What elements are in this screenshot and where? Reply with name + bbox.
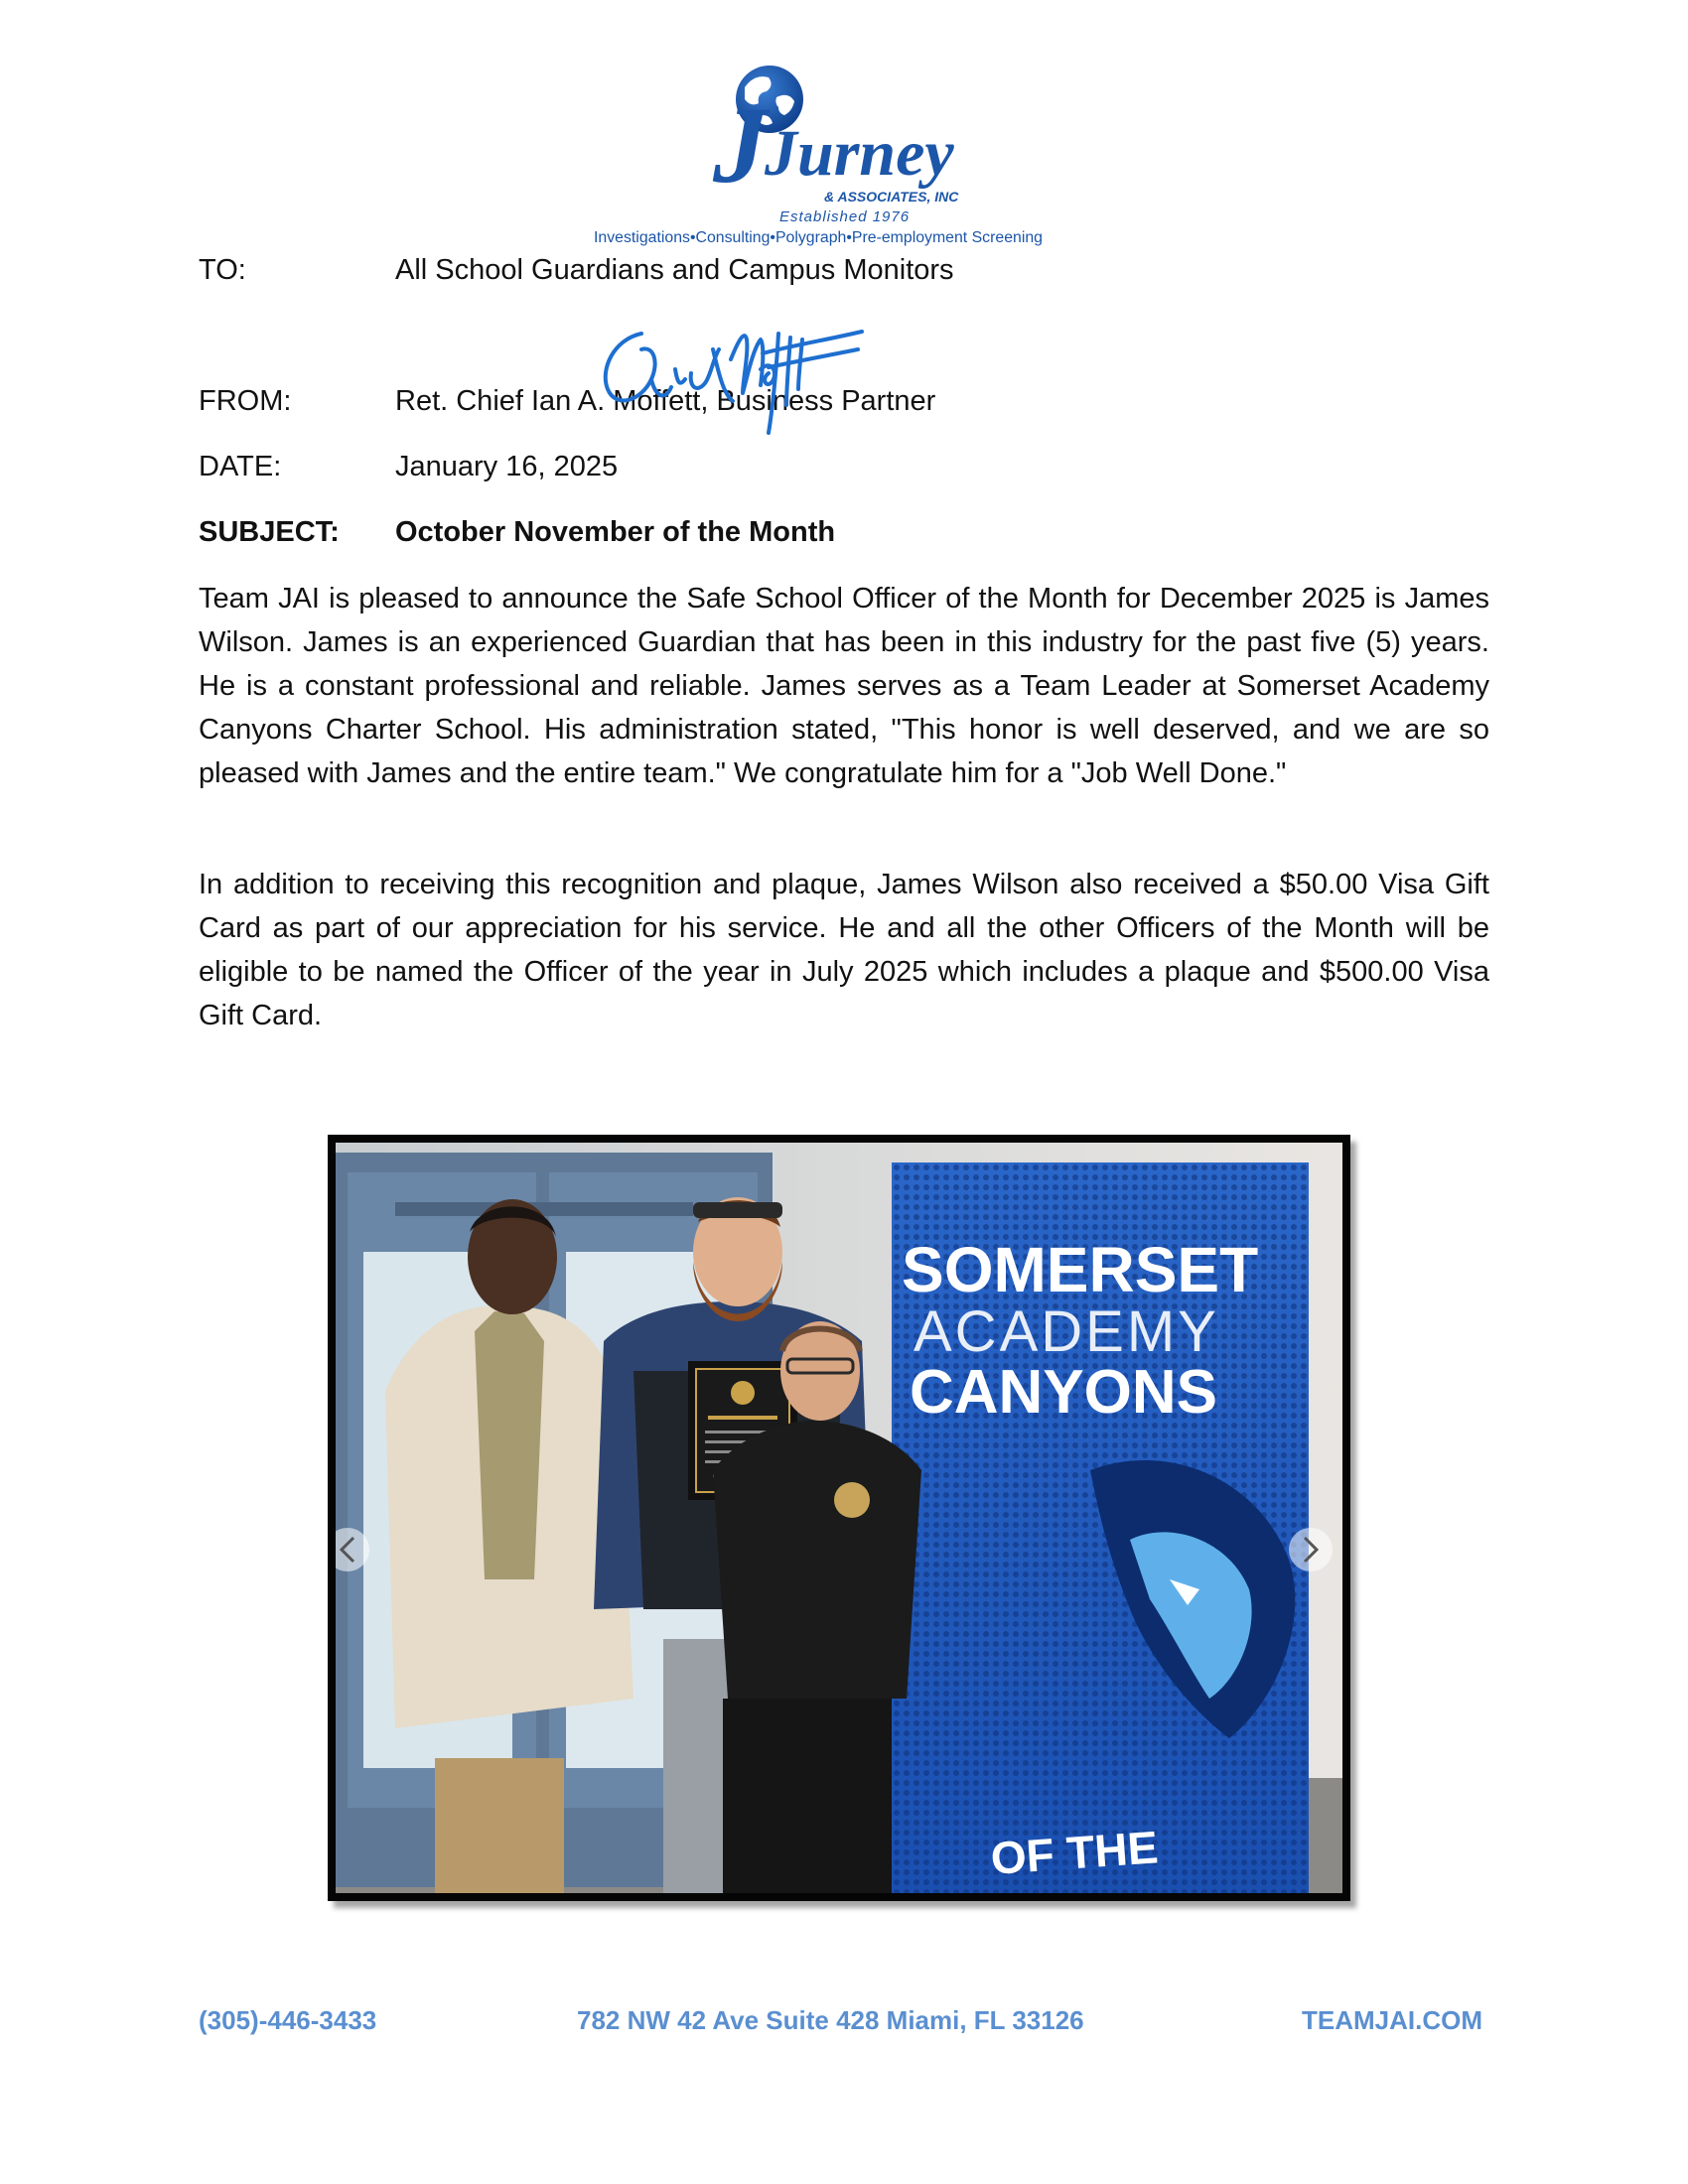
to-label: TO:: [199, 254, 246, 286]
banner-line-2: ACADEMY: [914, 1299, 1219, 1364]
logo-established-text: Established 1976: [779, 208, 911, 225]
banner-line-3: CANYONS: [910, 1358, 1218, 1427]
logo-services-text: Investigations•Consulting•Polygraph•Pre-employment Screening: [594, 229, 1043, 246]
footer-website: TEAMJAI.COM: [1302, 2005, 1482, 2035]
date-value: January 16, 2025: [395, 451, 619, 482]
logo-j-letter: J: [713, 84, 768, 205]
door-closer: [395, 1202, 693, 1216]
footer-phone: (305)-446-3433: [199, 2005, 377, 2035]
banner-line-1: SOMERSET: [902, 1234, 1259, 1305]
date-label: DATE:: [199, 451, 282, 482]
subject-value: October November of the Month: [395, 516, 836, 548]
from-label: FROM:: [199, 385, 292, 417]
to-value: All School Guardians and Campus Monitors: [395, 254, 954, 286]
body-paragraph-1: Team JAI is pleased to announce the Safe School Officer of the Month for December 2025 is James Wilson. James is an experienced Guardian that has been in this industry for the past five (5) years. He is a constant professional and reliable. James serves as a Team Leader at Somerset Academy Canyons Charter School. His administration stated, "This honor is well deserved, and we are so pleased with James and the entire team." We congratulate him for a "Job Well Done.": [199, 583, 1489, 789]
award-photo: [328, 1135, 1350, 1901]
carousel-next-icon: [1289, 1528, 1333, 1571]
company-logo: [586, 58, 1053, 256]
award-photo-illustration: [336, 1143, 1342, 1893]
logo-brand-text: Jurney: [765, 117, 954, 190]
banner-bottom-text: OF THE: [989, 1821, 1160, 1884]
subject-label: SUBJECT:: [199, 516, 340, 548]
signature: [594, 310, 872, 439]
from-value: Ret. Chief Ian A. Moffett, Business Partner: [395, 385, 936, 417]
body-paragraph-2: In addition to receiving this recognition and plaque, James Wilson also received a $50.00 Visa Gift Card as part of our appreciation for his service. He and all the other Officers of the Month will be eligible to be named the Officer of the year in July 2025 which includes a plaque and $500.00 Visa Gift Card.: [199, 869, 1489, 1031]
logo-company-text: & ASSOCIATES, INC: [824, 189, 959, 205]
footer-address: 782 NW 42 Ave Suite 428 Miami, FL 33126: [577, 2005, 1084, 2035]
